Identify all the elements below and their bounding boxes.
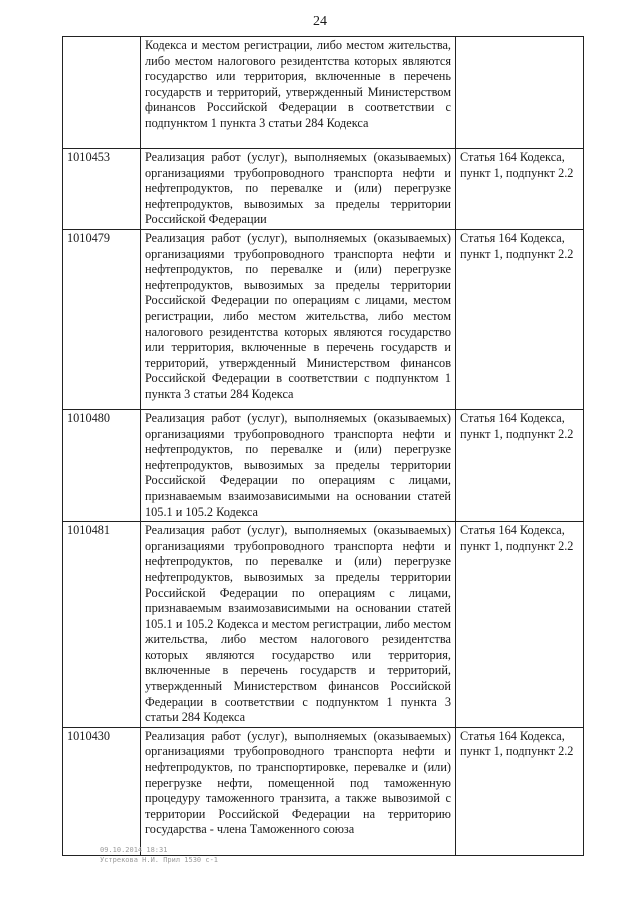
description-cell: Реализация работ (услуг), выполняемых (оказываемых) организациями трубопроводного транспорта нефти и нефтепродуктов, по перевалке и (или) перегрузке нефтепродуктов, вывозимых за пределы территории Российской Федерации [141, 149, 456, 230]
article-cell: Статья 164 Кодекса, пункт 1, подпункт 2.2 [456, 727, 584, 855]
description-cell: Реализация работ (услуг), выполняемых (оказываемых) организациями трубопроводного транспорта нефти и нефтепродуктов, по транспортировке, перевалке и (или) перегрузке нефти, помещенной под таможенную процедуру таможенного транзита, а также вывозимой с территории Российской Федерации на территорию государства - члена Таможенного союза [141, 727, 456, 855]
page-number: 24 [313, 14, 327, 29]
description-cell: Реализация работ (услуг), выполняемых (оказываемых) организациями трубопроводного транспорта нефти и нефтепродуктов, по перевалке и (или) перегрузке нефтепродуктов, вывозимых за пределы территории Российской Федерации по операциям с лицами, признаваемым взаимозависимыми на основании статей 105.1 и 105.2 Кодекса и местом регистрации, либо местом жительства, либо местом налогового резидентства которых являются государство или территория, включенные в перечень государств и территорий, утвержденный Министерством финансов Российской Федерации в соответствии с подпунктом 1 пункта 3 статьи 284 Кодекса [141, 522, 456, 728]
code-cell: 1010479 [63, 229, 141, 409]
article-cell: Статья 164 Кодекса, пункт 1, подпункт 2.2 [456, 409, 584, 521]
code-cell [63, 37, 141, 149]
article-cell: Статья 164 Кодекса, пункт 1, подпункт 2.2 [456, 522, 584, 728]
table-row [63, 522, 584, 728]
article-cell: Статья 164 Кодекса, пункт 1, подпункт 2.2 [456, 149, 584, 230]
code-cell: 1010480 [63, 409, 141, 521]
operation-codes-table [62, 36, 584, 856]
table-row [63, 229, 584, 409]
table-row [63, 409, 584, 521]
description-cell: Кодекса и местом регистрации, либо местом жительства, либо местом налогового резидентства которых являются государство или территория, включенные в перечень государств и территорий, утвержденный Министерством финансов Российской Федерации в соответствии с подпунктом 1 пункта 3 статьи 284 Кодекса [141, 37, 456, 149]
code-cell: 1010430 [63, 727, 141, 855]
table-row [63, 37, 584, 149]
description-cell: Реализация работ (услуг), выполняемых (оказываемых) организациями трубопроводного транспорта нефти и нефтепродуктов, по перевалке и (или) перегрузке нефтепродуктов, вывозимых за пределы территории Российской Федерации по операциям с лицами, признаваемым взаимозависимыми на основании статей 105.1 и 105.2 Кодекса [141, 409, 456, 521]
table-row [63, 149, 584, 230]
footer-file-reference: Устрекова Н.И. Прил 1530 с-1 [100, 856, 219, 864]
table-row [63, 727, 584, 855]
code-cell: 1010453 [63, 149, 141, 230]
article-cell [456, 37, 584, 149]
article-cell: Статья 164 Кодекса, пункт 1, подпункт 2.2 [456, 229, 584, 409]
description-cell: Реализация работ (услуг), выполняемых (оказываемых) организациями трубопроводного транспорта нефти и нефтепродуктов, по перевалке и (или) перегрузке нефтепродуктов, вывозимых за пределы территории Российской Федерации по операциям с лицами, местом регистрации, либо местом жительства, либо местом налогового резидентства которых являются государство или территория, включенные в перечень государств и территорий, утвержденный Министерством финансов Российской Федерации в соответствии с подпунктом 1 пункта 3 статьи 284 Кодекса [141, 229, 456, 409]
code-cell: 1010481 [63, 522, 141, 728]
document-footer [100, 845, 218, 865]
footer-timestamp: 09.10.2014 18:31 [100, 846, 168, 854]
